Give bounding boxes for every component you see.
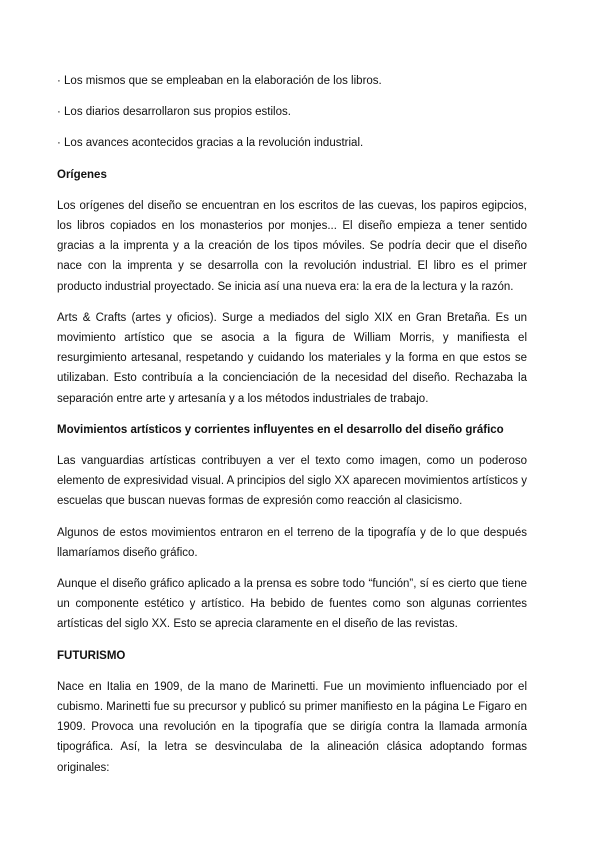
document-page — [57, 71, 527, 789]
bullet-item: · Los mismos que se empleaban en la elaboración de los libros. — [57, 75, 382, 87]
paragraph-tipografia: Algunos de estos movimientos entraron en el terreno de la tipografía y de lo que después llamaríamos diseño gráfico. — [57, 526, 527, 559]
paragraph-prensa: Aunque el diseño gráfico aplicado a la prensa es sobre todo “función”, sí es cierto que tiene un componente estético y artístico. Ha bebido de fuentes como son algunas corrientes artísticas del siglo XX. Esto se aprecia claramente en el diseño de las revistas. — [57, 578, 527, 631]
paragraph-arts-crafts: Arts & Crafts (artes y oficios). Surge a mediados del siglo XIX en Gran Bretaña. Es un movimiento artístico que se asocia a la figura de William Morris, y manifiesta el resurgimiento artesanal, respetando y cuidando los materiales y la forma en que estos se utilizaban. Esto contribuía a la concienciación de la necesidad del diseño. Rechazaba la separación entre arte y artesanía y a los métodos industriales de trabajo. — [57, 311, 527, 405]
heading-movimientos: Movimientos artísticos y corrientes influyentes en el desarrollo del diseño gráfico — [57, 423, 504, 436]
bullet-item: · Los avances acontecidos gracias a la revolución industrial. — [57, 137, 364, 150]
paragraph-origenes-1: Los orígenes del diseño se encuentran en los escritos de las cuevas, los papiros egipcios, los libros copiados en los monasterios por monjes... El diseño empieza a tener sentido gracias a la imprenta y a la creación de los tipos móviles. Se podría decir que el diseño nace con la imprenta y se desarrolla con la revolución industrial. El libro es el primer producto industrial proyectado. Se inicia así una nueva era: la era de la lectura y la razón. — [57, 199, 527, 293]
heading-origenes: Orígenes — [57, 168, 107, 181]
paragraph-futurismo: Nace en Italia en 1909, de la mano de Marinetti. Fue un movimiento influenciado por el cubismo. Marinetti fue su precursor y publicó su primer manifiesto en la página Le Figaro en 1909. Provoca una revolución en la tipografía que se dirigía contra la llamada armonía tipográfica. Así, la letra se desvinculaba de la alineación clásica adoptando formas originales: — [57, 680, 527, 774]
paragraph-vanguardias: Las vanguardias artísticas contribuyen a ver el texto como imagen, como un poderoso elemento de expresividad visual. A principios del siglo XX aparecen movimientos artísticos y escuelas que buscan nuevas formas de expresión como reacción al clasicismo. — [57, 455, 527, 508]
heading-futurismo: FUTURISMO — [57, 649, 126, 662]
bullet-item: · Los diarios desarrollaron sus propios estilos. — [57, 106, 291, 119]
